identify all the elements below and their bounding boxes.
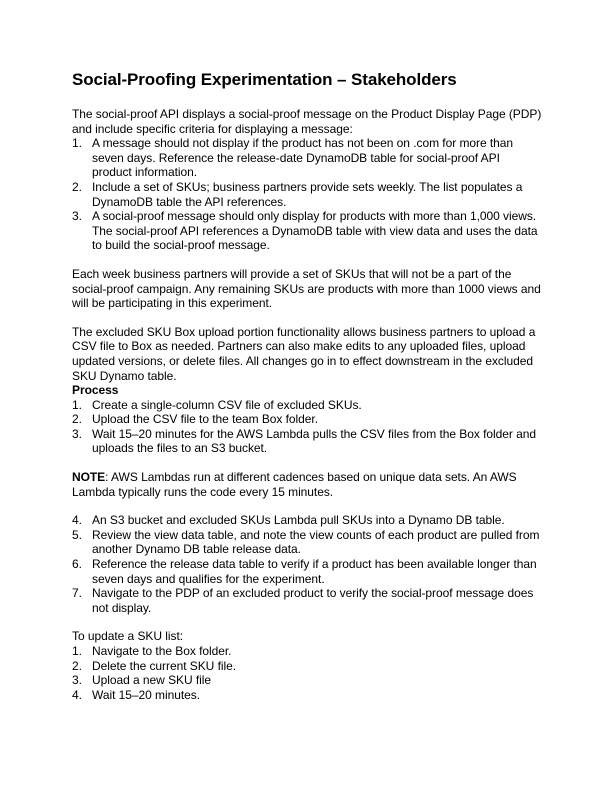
list-text: Wait 15–20 minutes. [92, 687, 200, 702]
weekly-paragraph: Each week business partners will provide a set of SKUs that will not be a part of the social-proof campaign. Any remaining SKUs are products with more than 1000 views and will be participating in this experiment. [72, 266, 541, 311]
list-text: Upload the CSV file to the team Box folder. [92, 412, 318, 427]
list-item [72, 412, 542, 427]
criteria-list [72, 136, 542, 253]
list-text: A message should not display if the product has not been on .com for more than seven days. Reference the release-date DynamoDB table for social-proof API product information. [92, 136, 514, 180]
list-number: 3. [72, 673, 82, 688]
update-intro: To update a SKU list: [72, 629, 184, 644]
update-list [72, 644, 542, 702]
list-text: Navigate to the Box folder. [92, 644, 232, 658]
process-list-b [72, 513, 542, 615]
list-item [72, 180, 542, 209]
list-item [72, 586, 542, 615]
list-text: A social-proof message should only display for products with more than 1,000 views. The social-proof API references a DynamoDB table with view data and uses the data to build the social-proof message. [92, 209, 538, 253]
list-number: 6. [72, 557, 82, 572]
list-number: 1. [72, 397, 82, 412]
list-item [72, 659, 542, 674]
list-item [72, 209, 542, 253]
list-text: Include a set of SKUs; business partners provide sets weekly. The list populates a DynamoDB table the API references. [92, 179, 523, 209]
process-heading: Process [72, 383, 119, 398]
list-text: Create a single-column CSV file of excluded SKUs. [92, 397, 362, 412]
list-number: 2. [72, 179, 82, 194]
list-item [72, 427, 542, 456]
list-item [72, 673, 542, 688]
list-number: 4. [72, 687, 82, 702]
list-item [72, 688, 542, 703]
list-item [72, 136, 542, 180]
list-text: An S3 bucket and excluded SKUs Lambda pull SKUs into a Dynamo DB table. [92, 513, 505, 528]
note-paragraph [72, 470, 542, 499]
list-item [72, 528, 542, 557]
list-item [72, 644, 542, 659]
note-label: NOTE [72, 470, 106, 485]
note-text: : AWS Lambdas run at different cadences based on unique data sets. An AWS Lambda typically runs the code every 15 minutes. [72, 470, 517, 499]
list-text: Review the view data table, and note the view counts of each product are pulled from another Dynamo DB table release data. [92, 527, 540, 557]
list-number: 2. [72, 412, 82, 427]
list-number: 1. [72, 136, 82, 151]
list-number: 5. [72, 527, 82, 542]
list-text: Navigate to the PDP of an excluded product to verify the social-proof message does not display. [92, 586, 534, 615]
page-title: Social-Proofing Experimentation – Stakeholders [72, 70, 457, 89]
list-text: Wait 15–20 minutes for the AWS Lambda pulls the CSV files from the Box folder and uploads the files to an S3 bucket. [92, 426, 536, 456]
list-text: Delete the current SKU file. [92, 658, 237, 673]
list-item [72, 398, 542, 413]
intro-paragraph: The social-proof API displays a social-proof message on the Product Display Page (PDP) and include specific criteria for displaying a message: [72, 107, 542, 136]
list-text: Upload a new SKU file [92, 673, 212, 688]
list-item [72, 513, 542, 528]
list-item [72, 557, 542, 586]
list-number: 1. [72, 644, 82, 658]
list-number: 2. [72, 658, 82, 673]
process-list-a [72, 398, 542, 456]
list-number: 3. [72, 209, 82, 224]
upload-paragraph: The excluded SKU Box upload portion functionality allows business partners to upload a CSV file to Box as needed. Partners can also make edits to any uploaded files, upload updated versions, or delete files. All changes go in to effect downstream in the excluded SKU Dynamo table. [72, 324, 536, 383]
list-number: 4. [72, 513, 82, 528]
list-text: Reference the release data table to verify if a product has been available longer than seven days and qualifies for the experiment. [92, 557, 537, 586]
list-number: 7. [72, 586, 82, 601]
list-number: 3. [72, 426, 82, 441]
